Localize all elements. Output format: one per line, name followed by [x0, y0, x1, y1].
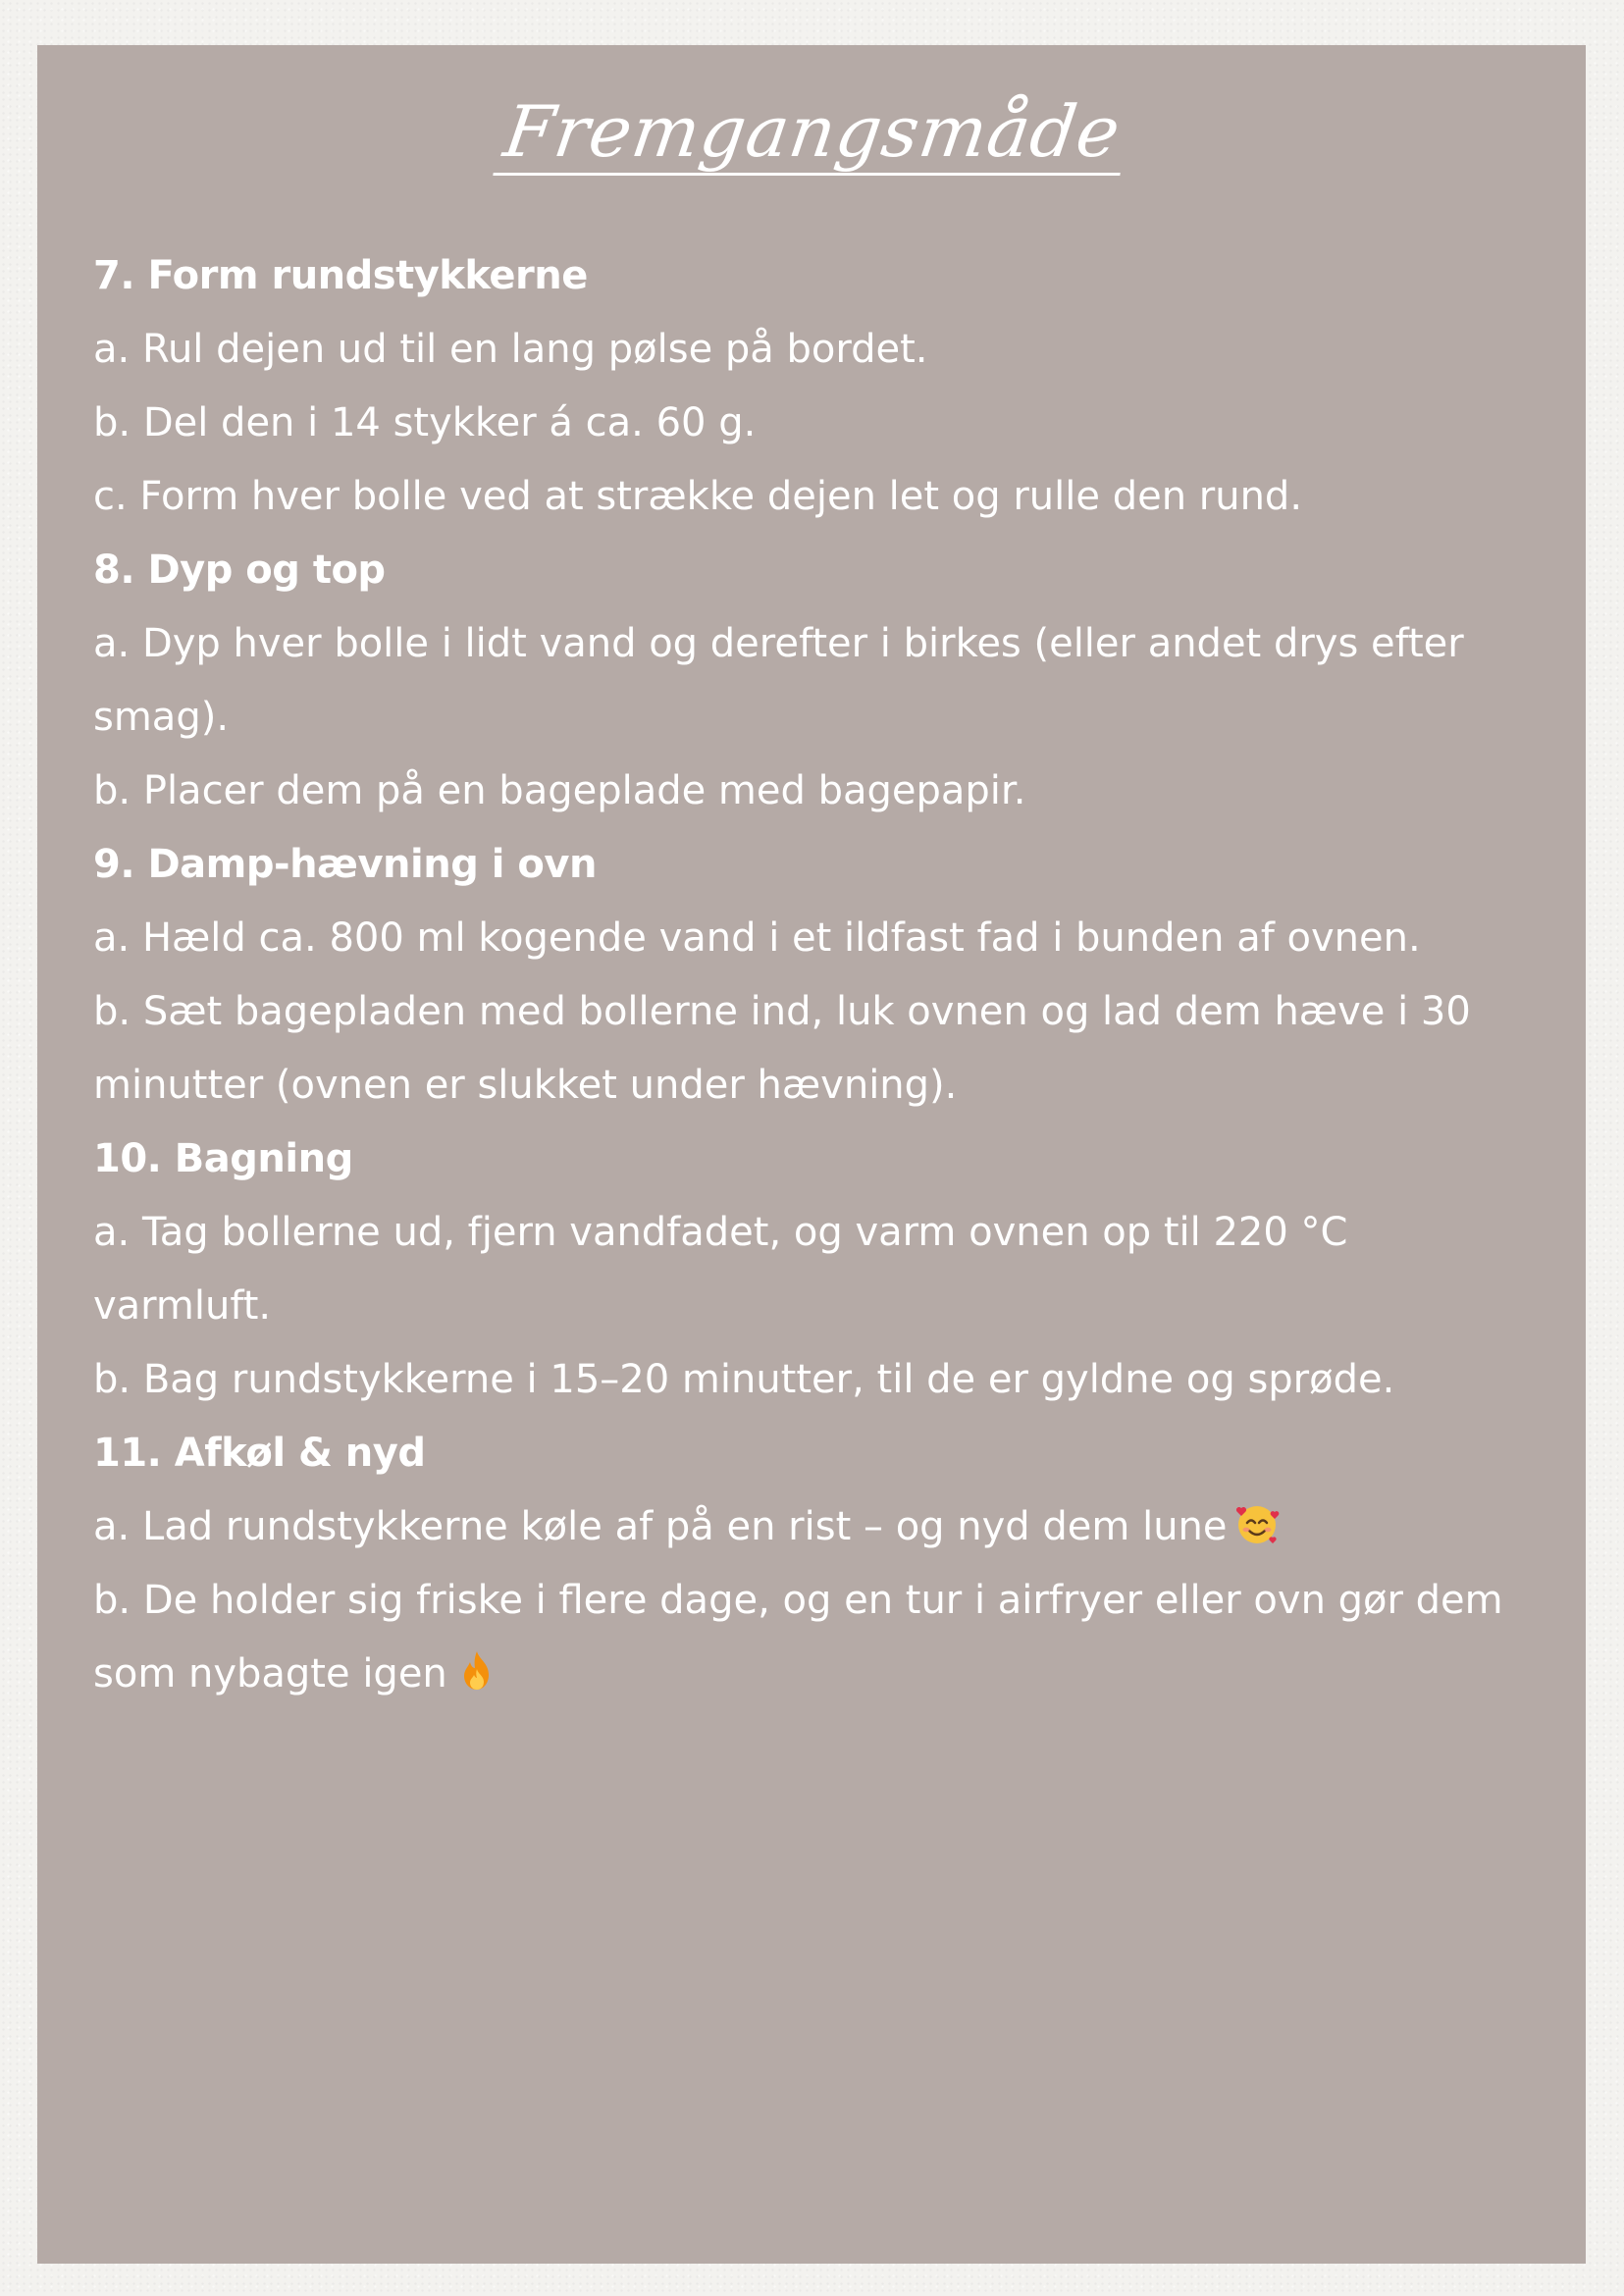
step-9 — [93, 828, 1537, 1122]
step-line: a. Rul dejen ud til en lang pølse på bordet. — [93, 327, 928, 372]
page-title-text: Fremgangsmåde — [493, 96, 1130, 176]
step-line-text: a. Lad rundstykkerne køle af på en rist – og nyd dem lune — [93, 1504, 1228, 1549]
step-heading: 7. Form rundstykkerne — [93, 253, 588, 298]
step-line: a. Hæld ca. 800 ml kogende vand i et ildfast fad i bunden af ovnen. — [93, 915, 1421, 961]
step-line-text: b. De holder sig friske i flere dage, og en tur i airfryer eller ovn gør dem som nybagte igen — [93, 1578, 1503, 1696]
step-line: c. Form hver bolle ved at strække dejen let og rulle den rund. — [93, 474, 1303, 519]
step-line: b. Placer dem på en bageplade med bagepapir. — [93, 768, 1026, 813]
step-8 — [93, 534, 1537, 828]
step-line: a. Tag bollerne ud, fjern vandfadet, og varm ovnen op til 220 °C varmluft. — [93, 1210, 1348, 1329]
step-line: b. Bag rundstykkerne i 15–20 minutter, til de er gyldne og sprøde. — [93, 1357, 1395, 1402]
step-line-with-emoji — [93, 1490, 1537, 1564]
step-line: a. Dyp hver bolle i lidt vand og derefter i birkes (eller andet drys efter smag). — [93, 621, 1464, 740]
instructions-list — [93, 239, 1537, 1711]
step-line: b. Sæt bagepladen med bollerne ind, luk ovnen og lad dem hæve i 30 minutter (ovnen er slukket under hævning). — [93, 989, 1471, 1108]
step-heading: 10. Bagning — [93, 1136, 353, 1181]
step-7 — [93, 239, 1537, 534]
step-heading: 8. Dyp og top — [93, 548, 386, 593]
step-heading: 11. Afkøl & nyd — [93, 1431, 426, 1476]
step-line-with-emoji — [93, 1564, 1537, 1711]
recipe-card — [37, 45, 1586, 2264]
fire-icon — [453, 1647, 500, 1695]
page-title — [37, 90, 1586, 176]
step-10 — [93, 1122, 1537, 1417]
step-line: b. Del den i 14 stykker á ca. 60 g. — [93, 400, 757, 445]
step-11 — [93, 1417, 1537, 1711]
smiling-face-with-hearts-icon — [1233, 1500, 1281, 1547]
step-heading: 9. Damp-hævning i ovn — [93, 842, 597, 887]
